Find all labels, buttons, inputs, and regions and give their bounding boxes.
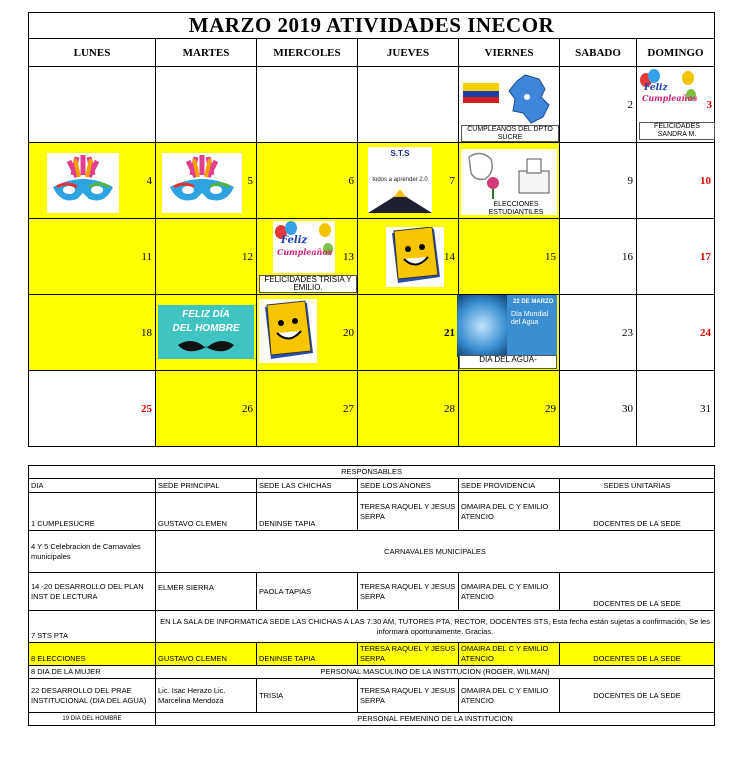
responsables-table bbox=[28, 465, 715, 726]
day-number: 27 bbox=[343, 402, 354, 415]
day-cell bbox=[257, 219, 358, 295]
column-header: SEDE PRINCIPAL bbox=[156, 479, 257, 493]
table-row: 8 DIA DE LA MUJER PERSONAL MASCULINO DE LA INSTITUCION (ROGER, WILMAN) bbox=[29, 666, 715, 679]
day-number: 12 bbox=[242, 250, 253, 263]
day-cell bbox=[637, 371, 715, 447]
day-number: 29 bbox=[545, 402, 556, 415]
day-cell bbox=[156, 219, 257, 295]
day-cell bbox=[358, 143, 459, 219]
day-cell bbox=[156, 371, 257, 447]
day-number: 14 bbox=[444, 250, 455, 263]
day-number: 20 bbox=[343, 326, 354, 339]
day-header-lunes: LUNES bbox=[29, 39, 156, 67]
cumple-sucre-caption: CUMPLEAÑOS DEL DPTO SUCRE bbox=[461, 125, 559, 142]
day-header-sabado: SABADO bbox=[560, 39, 637, 67]
day-number: 30 bbox=[622, 402, 633, 415]
table-row: 1 CUMPLESUCRE GUSTAVO CLEMEN DENINSE TAPIA TERESA RAQUEL Y JESUS SERPA OMAIRA DEL C Y EMILIO ATENCIO DOCENTES DE LA SEDE bbox=[29, 493, 715, 531]
day-cell bbox=[637, 295, 715, 371]
day-cell bbox=[156, 143, 257, 219]
dia-agua-image: 22 DE MARZO Día Mundial del Agua bbox=[457, 295, 557, 357]
calendar-title: MARZO 2019 ATIVIDADES INECOR bbox=[29, 13, 715, 39]
day-cell bbox=[637, 219, 715, 295]
day-cell bbox=[560, 295, 637, 371]
column-header: DIA bbox=[29, 479, 156, 493]
felicidades-trisia-caption: FELICIDADES TRISIA Y EMILIO. bbox=[259, 275, 357, 293]
felicidades-sandra-caption: FELICIDADES SANDRA M. bbox=[639, 122, 715, 140]
day-cell bbox=[358, 371, 459, 447]
day-cell bbox=[459, 295, 560, 371]
column-header: SEDE PROVIDENCIA bbox=[459, 479, 560, 493]
day-number: 5 bbox=[247, 174, 253, 187]
day-header-miercoles: MIERCOLES bbox=[257, 39, 358, 67]
day-number: 16 bbox=[622, 250, 633, 263]
day-cell bbox=[29, 295, 156, 371]
day-cell bbox=[156, 295, 257, 371]
day-cell bbox=[156, 67, 257, 143]
day-cell bbox=[459, 219, 560, 295]
day-number: 9 bbox=[627, 174, 633, 187]
day-cell bbox=[29, 371, 156, 447]
table-row: 19 DIA DEL HOMBRE PERSONAL FEMENINO DE LA INSTITUCION bbox=[29, 713, 715, 726]
day-number: 31 bbox=[700, 402, 711, 415]
carnival-mask-image bbox=[47, 153, 119, 213]
sts-logo-image: S.T.S todos a aprender 2.0 bbox=[368, 147, 432, 213]
elecciones-caption: ELECCIONES ESTUDIANTILES bbox=[488, 201, 544, 216]
table-row: 14 -20 DESARROLLO DEL PLAN INST DE LECTURA ELMER SIERRA PAOLA TAPIAS TERESA RAQUEL Y JESUS SERPA OMAIRA DEL C Y EMILIO ATENCIO DOCENTES DE LA SEDE bbox=[29, 573, 715, 611]
day-cell bbox=[257, 371, 358, 447]
day-cell bbox=[560, 219, 637, 295]
column-header: SEDES UNITARIAS bbox=[560, 479, 715, 493]
sucre-map-image bbox=[461, 69, 557, 129]
day-cell bbox=[257, 295, 358, 371]
day-cell bbox=[29, 219, 156, 295]
day-cell bbox=[637, 67, 715, 143]
day-number: 25 bbox=[141, 402, 152, 415]
day-number: 21 bbox=[444, 326, 455, 339]
table-row: 22 DESARROLLO DEL PRAE INSTITUCIONAL (DIA DEL AGUA) Lic. Isac Herazo Lic. Marcelina Mendoza TRISIA TERESA RAQUEL Y JESUS SERPA OMAIRA DEL C Y EMILIO ATENCIO DOCENTES DE LA SEDE bbox=[29, 679, 715, 713]
day-number: 28 bbox=[444, 402, 455, 415]
day-number: 7 bbox=[449, 174, 455, 187]
column-header: SEDE LAS CHICHAS bbox=[257, 479, 358, 493]
day-cell bbox=[560, 371, 637, 447]
day-number: 4 bbox=[146, 174, 152, 187]
day-cell bbox=[560, 143, 637, 219]
responsables-heading: RESPONSABLES bbox=[29, 466, 715, 479]
dia-hombre-image: FELIZ DÍA DEL HOMBRE bbox=[158, 305, 254, 359]
day-cell bbox=[29, 67, 156, 143]
day-header-viernes: VIERNES bbox=[459, 39, 560, 67]
birthday-balloons-image: Feliz Cumpleaños bbox=[638, 69, 698, 117]
day-cell bbox=[257, 67, 358, 143]
birthday-balloons-image: Feliz Cumpleaños bbox=[273, 221, 335, 273]
day-header-domingo: DOMINGO bbox=[637, 39, 715, 67]
table-row-highlighted: 8 ELECCIONES GUSTAVO CLEMEN DENINSE TAPIA TERESA RAQUEL Y JESUS SERPA OMAIRA DEL C Y EMILIO ATENCIO DOCENTES DE LA SEDE bbox=[29, 643, 715, 666]
calendar bbox=[28, 12, 715, 447]
day-number-sunday: 10 bbox=[700, 174, 711, 187]
day-number-sunday: 24 bbox=[700, 326, 711, 339]
day-number: 23 bbox=[622, 326, 633, 339]
smiling-book-image bbox=[259, 299, 317, 363]
day-cell bbox=[29, 143, 156, 219]
dia-agua-caption: DIA DEL AGUA- bbox=[459, 355, 557, 369]
day-number-sunday: 17 bbox=[700, 250, 711, 263]
table-row: 7 STS PTA EN LA SALA DE INFORMATICA SEDE LAS CHICHAS A LAS 7:30 AM, TUTORES PTA, RECTOR, DOCENTES STS, Esta fecha están sujetas a confirmación, Se les informará oportunamente. Gracias. bbox=[29, 611, 715, 643]
carnival-mask-image bbox=[162, 153, 242, 213]
day-cell bbox=[459, 143, 560, 219]
day-number: 15 bbox=[545, 250, 556, 263]
day-number: 2 bbox=[627, 98, 633, 111]
day-number: 26 bbox=[242, 402, 253, 415]
day-header-martes: MARTES bbox=[156, 39, 257, 67]
day-cell bbox=[358, 67, 459, 143]
day-number-sunday: 3 bbox=[706, 98, 712, 111]
smiling-book-image bbox=[386, 227, 444, 287]
column-header: SEDE LOS ANONES bbox=[358, 479, 459, 493]
day-cell bbox=[637, 143, 715, 219]
day-cell bbox=[358, 295, 459, 371]
day-cell bbox=[459, 67, 560, 143]
day-number: 18 bbox=[141, 326, 152, 339]
day-cell bbox=[257, 143, 358, 219]
day-number: 13 bbox=[343, 250, 354, 263]
table-row: 4 Y 5 Celebracion de Carnavales municipales CARNAVALES MUNICIPALES bbox=[29, 531, 715, 573]
day-cell bbox=[459, 371, 560, 447]
day-number: 11 bbox=[141, 250, 152, 263]
day-header-jueves: JUEVES bbox=[358, 39, 459, 67]
day-cell bbox=[560, 67, 637, 143]
day-cell bbox=[358, 219, 459, 295]
day-number: 6 bbox=[348, 174, 354, 187]
